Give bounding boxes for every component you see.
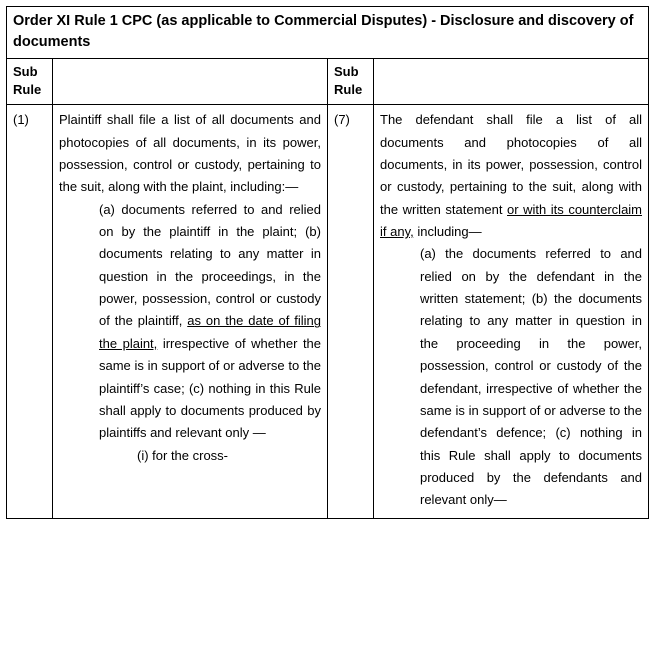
underlined-text: or with its counterclaim if any, xyxy=(380,201,643,240)
table-title-row xyxy=(7,7,649,59)
header-right-text xyxy=(374,59,649,105)
disclosure-table xyxy=(6,6,649,519)
paragraph xyxy=(59,109,321,198)
document-title: Order XI Rule 1 CPC (as applicable to Commercial Disputes) - Disclosure and discovery of documents xyxy=(7,7,649,59)
paragraph xyxy=(380,109,642,243)
paragraph xyxy=(380,243,642,511)
text-run: irrespective of whether the same is in support of or adverse to the plaintiff’s case; (c) nothing in this Rule shall apply to documents produced by plaintiffs and relevant only — xyxy=(99,335,322,441)
text-run: (i) for the cross- xyxy=(137,447,229,463)
right-sub-rule-text xyxy=(374,105,649,518)
paragraph xyxy=(59,199,321,445)
right-sub-rule-number: (7) xyxy=(328,105,374,518)
text-run: (a) the documents referred to and relied on by the defendant in the written statement; (b) the documents relating to any matter in question in the proceeding in the power, possession, control or custody of the defendant, irrespective of whether the same is in support of or adverse to the defendant’s defence; (c) nothing in this Rule shall apply to documents produced by the defendants and relevant only— xyxy=(420,246,643,508)
paragraph xyxy=(59,445,321,467)
text-run: including— xyxy=(413,224,482,240)
header-left-text xyxy=(53,59,328,105)
table-header-row xyxy=(7,59,649,105)
text-run: (a) documents referred to and relied on by the plaintiff in the plaint; (b) documents relating to any matter in question in the proceedings, in the power, possession, control or custody of the plaintiff, xyxy=(99,201,321,329)
text-run: Plaintiff shall file a list of all documents and photocopies of all documents, in its power, possession, control or custody, pertaining to the suit, along with the plaint, including:— xyxy=(59,112,321,195)
left-sub-rule-text xyxy=(53,105,328,518)
header-right-sub-rule: Sub Rule xyxy=(328,59,374,105)
underlined-text: as on the date of filing the plaint, xyxy=(99,313,321,351)
table-row xyxy=(7,105,649,518)
text-run: The defendant shall file a list of all documents and photocopies of all documents, in its power, possession, control or custody, pertaining to the suit, along with the written statement xyxy=(380,112,643,217)
left-sub-rule-number: (1) xyxy=(7,105,53,518)
header-left-sub-rule: Sub Rule xyxy=(7,59,53,105)
